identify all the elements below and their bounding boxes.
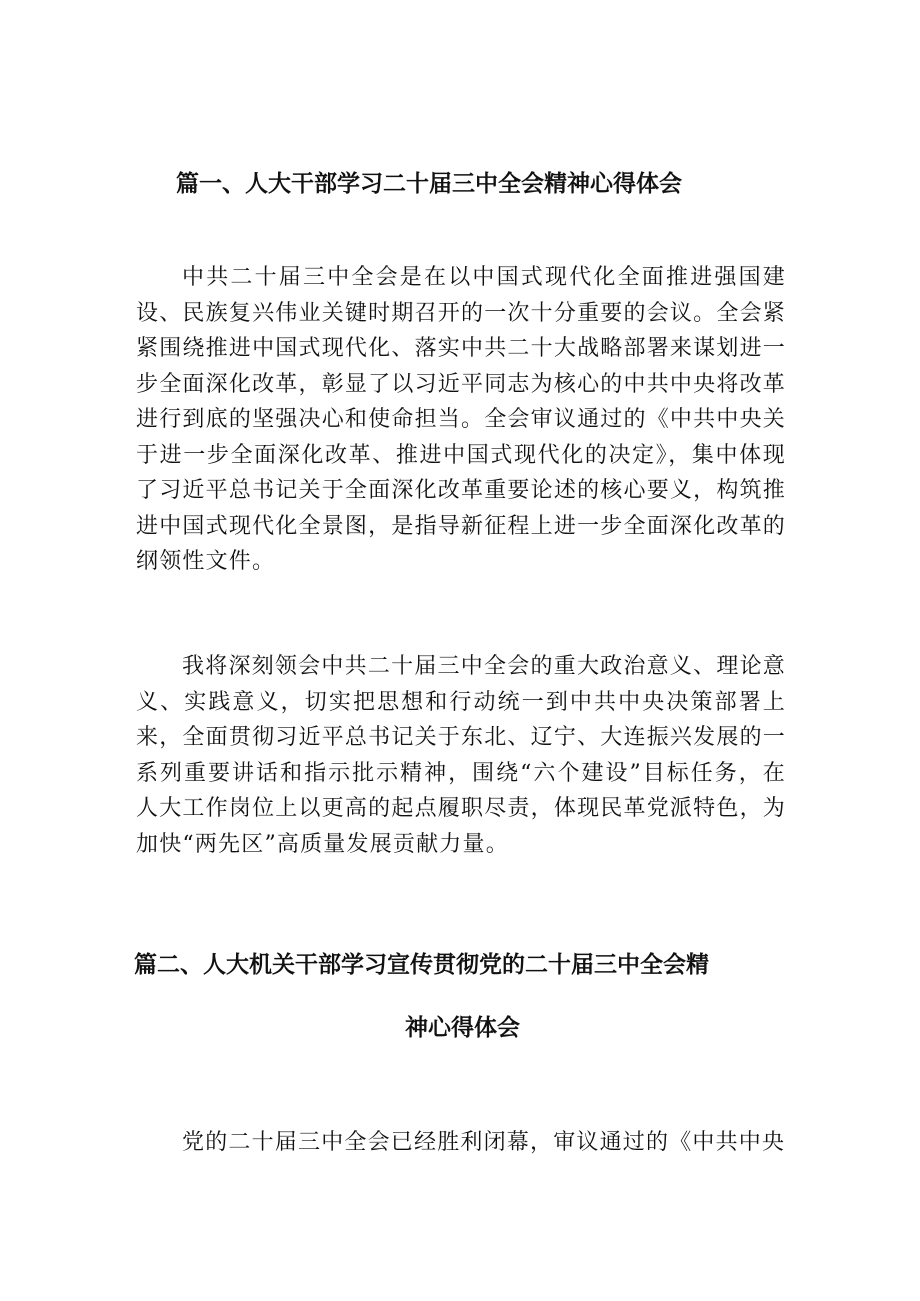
section2-title-line2: 神心得体会 [405,1015,520,1041]
section1-paragraph-2: 我将深刻领会中共二十届三中全会的重大政治意义、理论意义、实践意义，切实把思想和行动统一到中共中央决策部署上来，全面贯彻习近平总书记关于东北、辽宁、大连振兴发展的一系列重要讲话和指示批示精神，围绕“六个建设”目标任务，在人大工作岗位上以更高的起点履职尽责，体现民革党派特色，为加快“两先区”高质量发展贡献力量。 [136,654,786,857]
section1-paragraph-1: 中共二十届三中全会是在以中国式现代化全面推进强国建设、民族复兴伟业关键时期召开的一次十分重要的会议。全会紧紧围绕推进中国式现代化、落实中共二十大战略部署来谋划进一步全面深化改革，彰显了以习近平同志为核心的中共中央将改革进行到底的坚强决心和使命担当。全会审议通过的《中共中央关于进一步全面深化改革、推进中国式现代化的决定》，集中体现了习近平总书记关于全面深化改革重要论述的核心要义，构筑推进中国式现代化全景图，是指导新征程上进一步全面深化改革的纲领性文件。 [136,265,786,574]
section2-title-line1: 篇二、人大机关干部学习宣传贯彻党的二十届三中全会精 [134,952,709,978]
section2-paragraph-1: 党的二十届三中全会已经胜利闭幕，审议通过的《中共中央 [182,1130,786,1155]
section1-title: 篇一、人大干部学习二十届三中全会精神心得体会 [176,171,682,197]
